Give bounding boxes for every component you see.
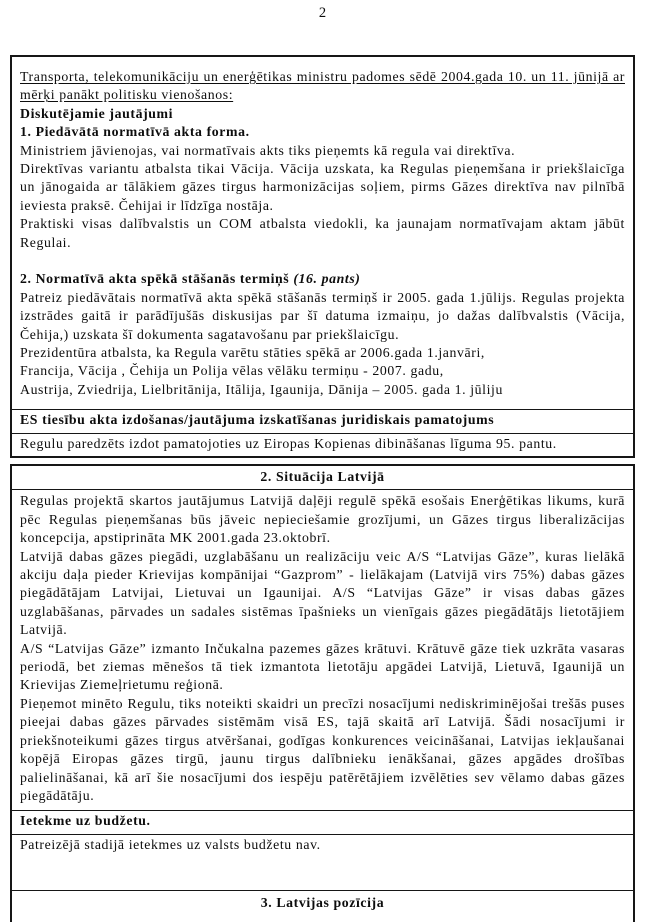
question1-paragraph-1: Ministriem jāvienojas, vai normatīvais akts tiks pieņemts kā regula vai direktīva. xyxy=(20,142,516,158)
budget-impact-heading-row: Ietekme uz budžetu. xyxy=(12,810,633,833)
situation-body-section xyxy=(12,490,633,810)
position-title-row: 3. Latvijas pozīcija xyxy=(12,890,633,922)
situation-box xyxy=(10,464,635,922)
situation-paragraph-1: Regulas projektā skartos jautājumus Latvijā daļēji regulē spēkā esošais Enerģētikas likums, kurā pēc Regulas pieņemšanas būs jāveic nepieciešamie grozījumi, un Gāzes tirgus liberalizācijas koncepcija, apstiprināta MK 2001.gada 23.oktobrī. xyxy=(20,493,625,546)
budget-impact-text-row: Patreizējā stadijā ietekmes uz valsts budžetu nav. xyxy=(12,834,633,857)
question2-title xyxy=(20,270,625,288)
question2-title-reference: (16. pants) xyxy=(293,271,361,287)
question1-paragraph-2: Direktīvas variantu atbalsta tikai Vācija. Vācija uzskata, ka Regulas pieņemšana ir priekšlaicīga un jānogaida ar tālākiem gāzes tirgus harmonizācijas soļiem, pirms Gāzes direktīva nav pilnībā ieviesta praksē. Čehijai ir līdzīga nostāja. xyxy=(20,161,625,213)
question2-title-text: 2. Normatīvā akta spēkā stāšanās termiņš xyxy=(20,271,290,287)
question2-paragraph-3: Francija, Vācija , Čehija un Polija vēlas vēlāku termiņu - 2007. gadu, xyxy=(20,363,444,379)
discussion-main-section xyxy=(12,57,633,409)
situation-paragraph-3: A/S “Latvijas Gāze” izmanto Inčukalna pazemes gāzes krātuvi. Krātuvē gāze tiek uzkrāta vasaras periodā, bet ziemas mēnešos tā tiek izmantota lietotāju apgādei Latvijā, Lietuvā, Igaunijā un Krievijas Ziemeļrietumu reģionā. xyxy=(20,640,625,693)
meeting-intro-paragraph: Transporta, telekomunikāciju un enerģētikas ministru padomes sēdē 2004.gada 10. un 11. jūnijā ar mērķi panākt politisku vienošanos: xyxy=(20,69,625,103)
legal-basis-heading-row: ES tiesību akta izdošanas/jautājuma izskatīšanas juridiskais pamatojums xyxy=(12,409,633,432)
situation-title: 2. Situācija Latvijā xyxy=(12,466,633,490)
discussed-questions-heading: Diskutējamie jautājumi xyxy=(20,105,174,121)
discussion-box xyxy=(10,55,635,458)
situation-paragraph-4: Pieņemot minēto Regulu, tiks noteikti skaidri un precīzi nosacījumi nediskriminējošai trešās puses pieejai dabas gāzes pārvades sistēmām visā ES, tajā skaitā arī Latvijā. Šādi nosacījumi ir priekšnoteikumi gāzes tirgus atvēršanai, godīgas konkurences veicināšanai, Latvijas iekļaušanai kopējā Eiropas gāzes tirgū, jaunu tirgus dalībnieku ienākšanai, gāzes apgādes drošības palielināšanai, kā arī šie nosacījumi dos iespēju patērētājiem izvēlēties sev vēlamo dabas gāzes piegādātāju. xyxy=(20,695,625,803)
question2-paragraph-1: Patreiz piedāvātais normatīvā akta spēkā stāšanās termiņš ir 2005. gada 1.jūlijs. Regulas projekta izstrādes gaitā ir parādījušās diskusijas par šī datuma izmaiņu, jo dažas dalībvalstis (Vācija, Čehija,) uzskata šī dokumenta sagatavošanu par priekšlaicīgu. xyxy=(20,289,625,342)
question1-title: 1. Piedāvātā normatīvā akta forma. xyxy=(20,124,250,140)
legal-basis-text-row: Regulu paredzēts izdot pamatojoties uz Eiropas Kopienas dibināšanas līguma 95. pantu. xyxy=(12,433,633,456)
empty-space xyxy=(12,857,633,889)
question1-paragraph-3: Praktiski visas dalībvalstis un COM atbalsta viedokli, ka jaunajam normatīvajam aktam jābūt Regulai. xyxy=(20,216,625,250)
question2-paragraph-2: Prezidentūra atbalsta, ka Regula varētu stāties spēkā ar 2006.gada 1.janvāri, xyxy=(20,345,485,361)
situation-paragraph-2: Latvijā dabas gāzes piegādi, uzglabāšanu un realizāciju veic A/S “Latvijas Gāze”, kuras lielākā akciju daļa pieder Krievijas kompānijai “Gazprom” - lielākajam (Latvijā virs 75%) dabas gāzes piegādātājam Latvijai, Lietuvai un Igaunijai. A/S “Latvijas Gāze” ir visas dabas gāzes uzglabāšanas, pārvades un sadales sistēmas īpašnieks un vienīgais gāzes piegādātājs lietotājiem Latvijā. xyxy=(20,548,625,638)
page-number: 2 xyxy=(318,5,327,21)
question2-paragraph-4: Austrija, Zviedrija, Lielbritānija, Itālija, Igaunija, Dānija – 2005. gada 1. jūliju xyxy=(20,381,503,397)
